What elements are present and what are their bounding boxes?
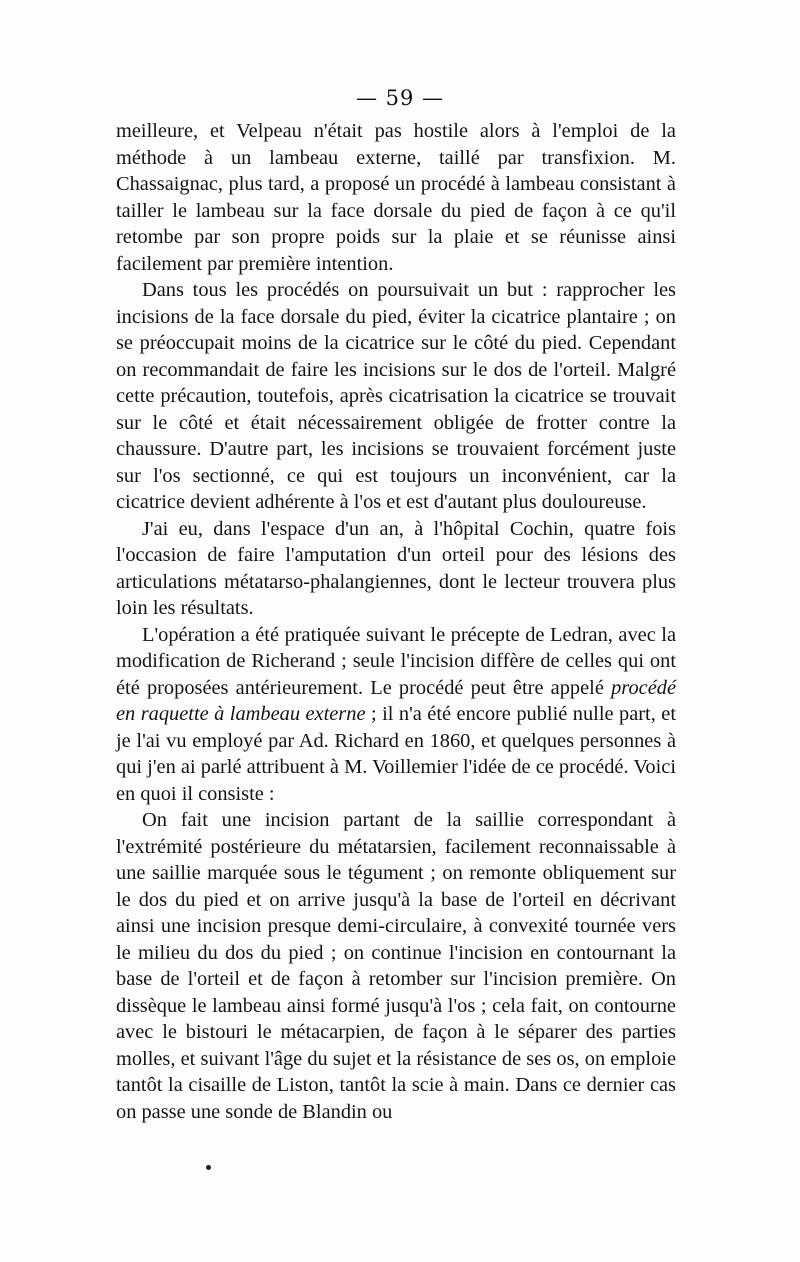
paragraph-3: J'ai eu, dans l'espace d'un an, à l'hôpital Cochin, quatre fois l'occasion de faire l'amputation d'un orteil pour des lésions des articulations métatarso-phalangiennes, dont le lecteur trouvera plus loin les résultats. [116, 517, 676, 619]
page-number: — 59 — [355, 86, 445, 110]
body-text [116, 118, 676, 1125]
procedure-name-italic: procédé en raquette à lambeau externe [116, 676, 676, 725]
paragraph-2: Dans tous les procédés on poursuivait un but : rapprocher les incisions de la face dorsale du pied, éviter la cicatrice plantaire ; on se préoccupait moins de la cicatrice sur le côté du pied. Cependant on recommandait de faire les incisions sur le dos de l'orteil. Malgré cette précaution, toutefois, après cicatrisation la cicatrice se trouvait sur le côté et était nécessairement obligée de frotter contre la chaussure. D'autre part, les incisions se trouvaient forcément juste sur l'os sectionné, ce qui est toujours un inconvénient, car la cicatrice devient adhérente à l'os et est d'autant plus douloureuse. [116, 279, 676, 513]
paragraph-4-part-1: L'opération a été pratiquée suivant le précepte de Ledran, avec la modification de Richerand ; seule l'incision diffère de celles qui ont été proposées antérieurement. Le procédé peut être appelé [116, 623, 676, 699]
paragraph-5: On fait une incision partant de la saillie correspondant à l'extrémité postérieure du métatarsien, facilement reconnaissable à une saillie marquée sous le tégument ; on remonte obliquement sur le dos du pied et on arrive jusqu'à la base de l'orteil en décrivant ainsi une incision presque demi-circulaire, à convexité tournée vers le milieu du dos du pied ; on continue l'incision en contournant la base de l'orteil et de façon à retomber sur l'incision première. On dissèque le lambeau ainsi formé jusqu'à l'os ; cela fait, on contourne avec le bistouri le métacarpien, de façon à le séparer des parties molles, et suivant l'âge du sujet et la résistance de ses os, on emploie tantôt la cisaille de Liston, tantôt la scie à main. Dans ce dernier cas on passe une sonde de Blandin ou [116, 809, 676, 1123]
paragraph-4 [116, 622, 676, 808]
paragraph-4-part-2: ; il n'a été encore publié nulle part, et je l'ai vu employé par Ad. Richard en 1860, et quelques personnes à qui j'en ai parlé attribuent à M. Voillemier l'idée de ce procédé. Voici en quoi il consiste : [116, 703, 676, 805]
ink-dot-mark [206, 1165, 211, 1170]
paragraph-1: meilleure, et Velpeau n'était pas hostile alors à l'emploi de la méthode à un lambeau externe, taillé par transfixion. M. Chassaignac, plus tard, a proposé un procédé à lambeau consistant à tailler le lambeau sur la face dorsale du pied de façon à ce qu'il retombe par son propre poids sur la plaie et se réunisse ainsi facilement par première intention. [116, 120, 676, 275]
